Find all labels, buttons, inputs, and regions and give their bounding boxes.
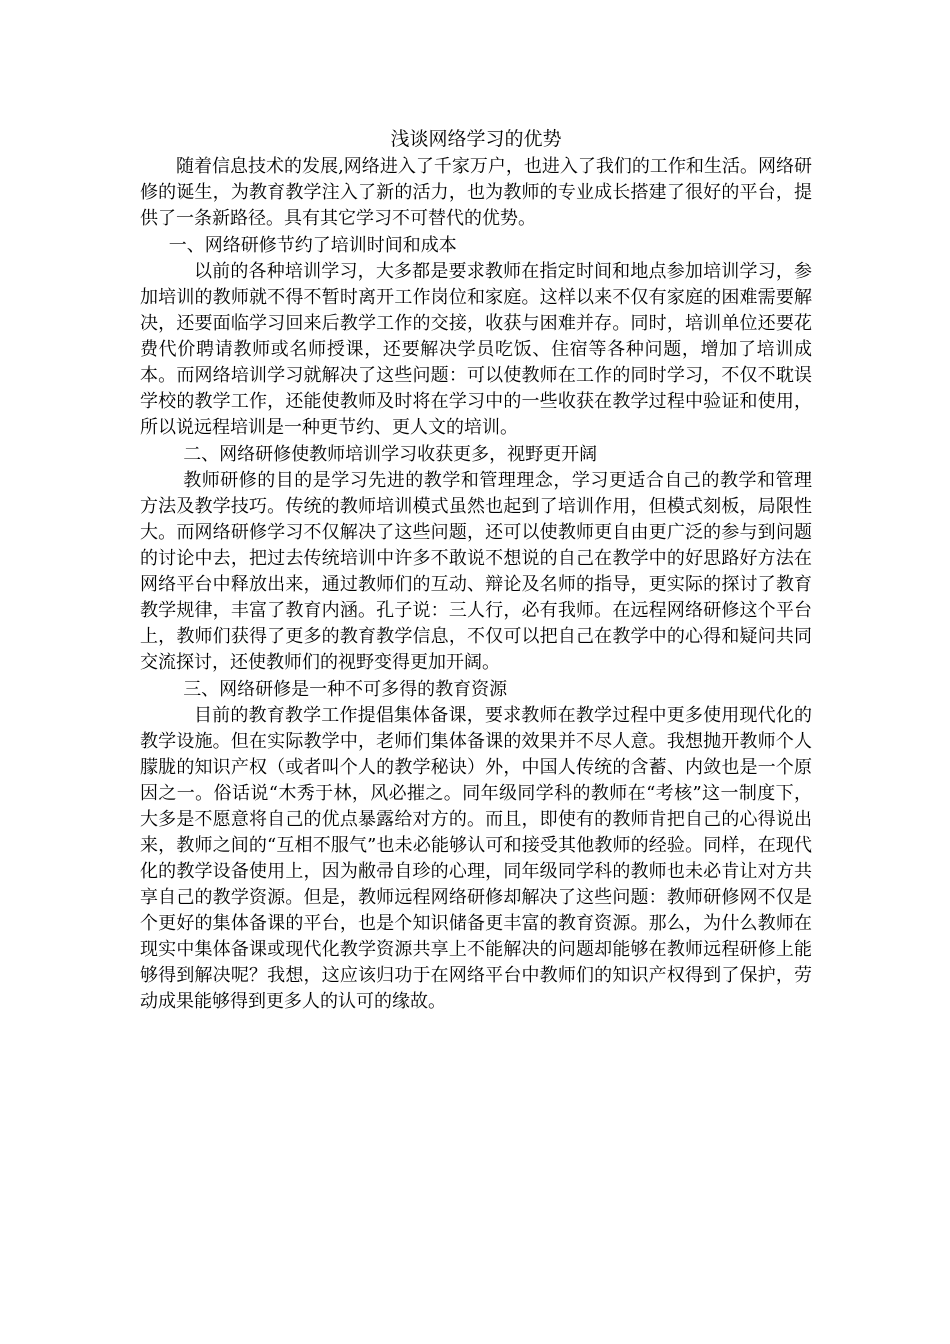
section-body-2: 教师研修的目的是学习先进的教学和管理理念，学习更适合自己的教学和管理方法及教学技巧。传统的教师培训模式虽然也起到了培训作用，但模式刻板，局限性大。而网络研修学习不仅解决了这些问题，还可以使教师更自由更广泛的参与到问题的讨论中去，把过去传统培训中许多不敢说不想说的自己在教学中的好思路好方法在网络平台中释放出来，通过教师们的互动、辩论及名师的指导，更实际的探讨了教育教学规律，丰富了教育内涵。孔子说：三人行，必有我师。在远程网络研修这个平台上，教师们获得了更多的教育教学信息，不仅可以把自己在教学中的心得和疑问共同交流探讨，还使教师们的视野变得更加开阔。 (140, 470, 812, 673)
section-body-1: 以前的各种培训学习，大多都是要求教师在指定时间和地点参加培训学习，参加培训的教师就不得不暂时离开工作岗位和家庭。这样以来不仅有家庭的困难需要解决，还要面临学习回来后教学工作的交接，收获与困难并存。同时，培训单位还要花费代价聘请教师或名师授课，还要解决学员吃饭、住宿等各种问题，增加了培训成本。而网络培训学习就解决了这些问题：可以使教师在工作的同时学习，不仅不耽误学校的教学工作，还能使教师及时将在学习中的一些收获在教学过程中验证和使用，所以说远程培训是一种更节约、更人文的培训。 (140, 261, 812, 438)
intro-paragraph: 随着信息技术的发展,网络进入了千家万户，也进入了我们的工作和生活。网络研修的诞生，为教育教学注入了新的活力，也为教师的专业成长搭建了很好的平台，提供了一条新路径。具有其它学习不可替代的优势。 (140, 156, 812, 229)
section-heading-1: 一、网络研修节约了培训时间和成本 (168, 235, 457, 256)
section-body-3: 目前的教育教学工作提倡集体备课，要求教师在教学过程中更多使用现代化的教学设施。但在实际教学中，老师们集体备课的效果并不尽人意。我想抛开教师个人朦胧的知识产权（或者叫个人的教学秘诀）外，中国人传统的含蓄、内敛也是一个原因之一。俗话说“木秀于林，风必摧之。同年级同学科的教师在“考核”这一制度下，大多是不愿意将自己的优点暴露给对方的。而且，即使有的教师肯把自己的心得说出来，教师之间的“互相不服气”也未必能够认可和接受其他教师的经验。同样，在现代化的教学设备使用上，因为敝帚自珍的心理，同年级同学科的教师也未必肯让对方共享自己的教学资源。但是，教师远程网络研修却解决了这些问题：教师研修网不仅是个更好的集体备课的平台，也是个知识储备更丰富的教育资源。那么，为什么教师在现实中集体备课或现代化教学资源共享上不能解决的问题却能够在教师远程研修上能够得到解决呢？我想，这应该归功于在网络平台中教师们的知识产权得到了保护，劳动成果能够得到更多人的认可的缘故。 (140, 705, 812, 1012)
section-heading-2: 二、网络研修使教师培训学习收获更多，视野更开阔 (183, 444, 598, 465)
document-body (140, 126, 812, 1015)
section-heading-3: 三、网络研修是一种不可多得的教育资源 (183, 679, 508, 700)
page-title: 浅谈网络学习的优势 (390, 128, 562, 150)
